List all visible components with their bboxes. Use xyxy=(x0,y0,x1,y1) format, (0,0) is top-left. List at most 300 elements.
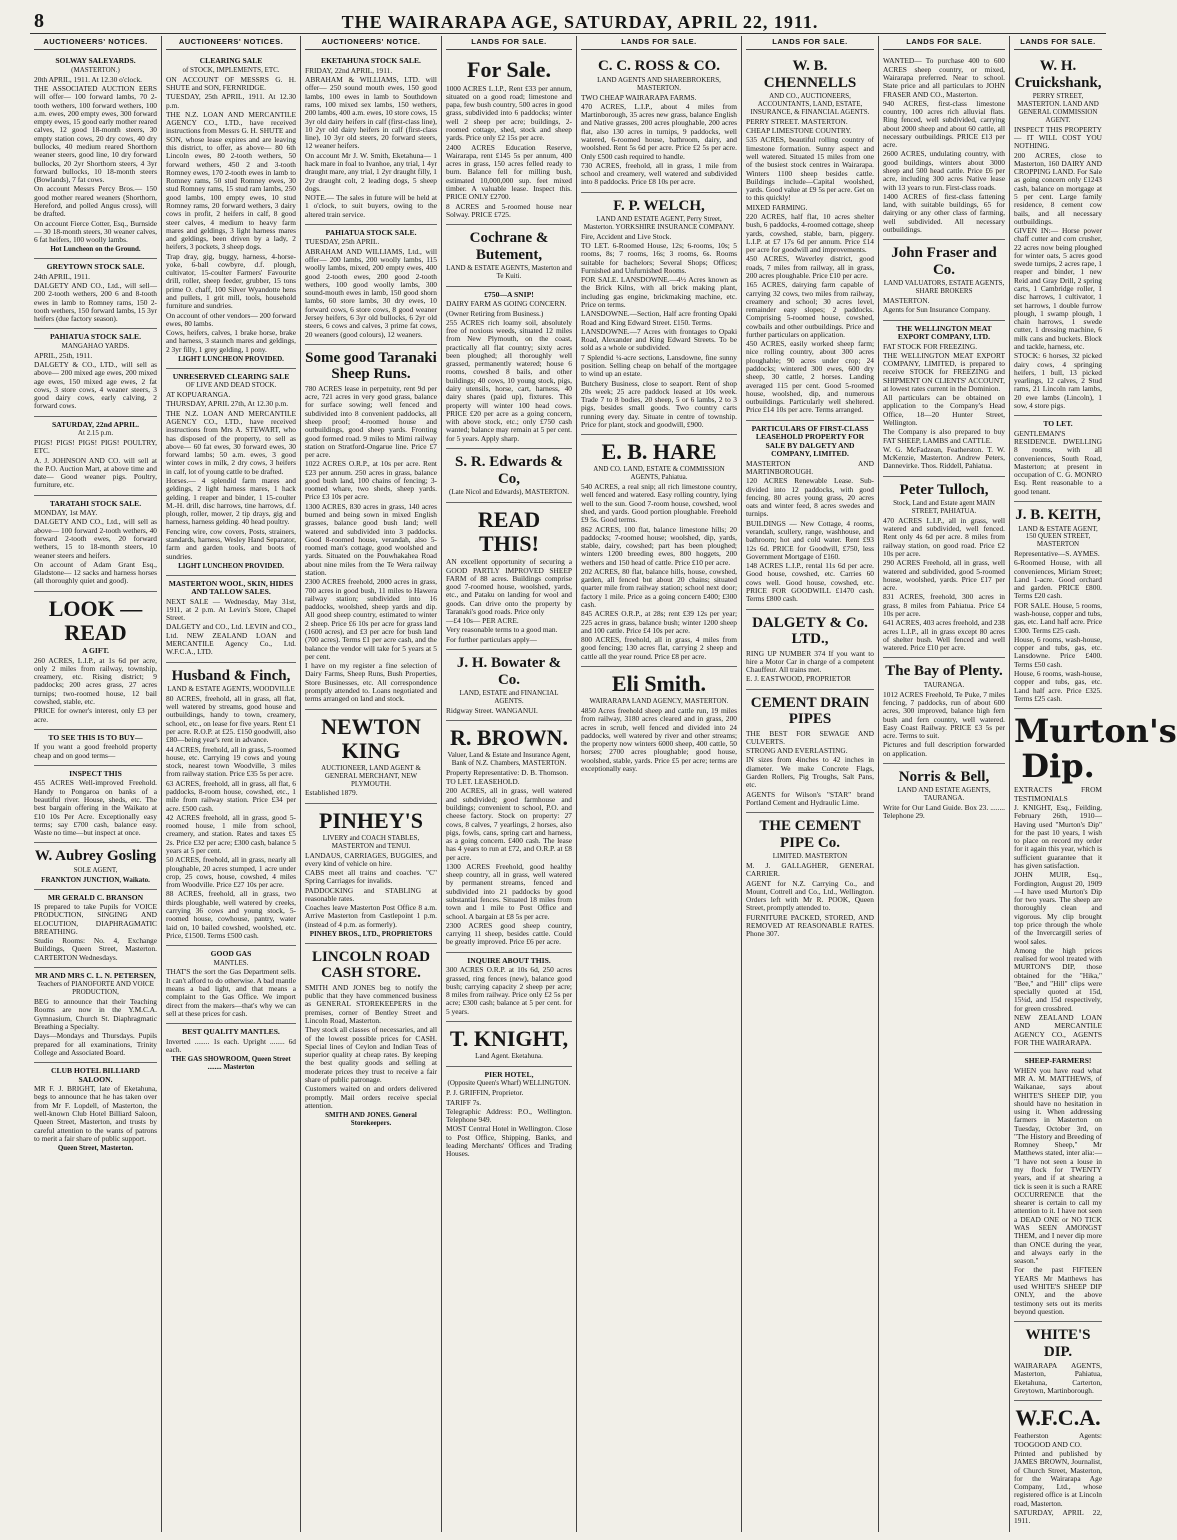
ad-paragraph: STOCK: 6 horses, 32 picked dairy cows, 4 springing heifers, 1 bull, 13 picked yearlings, 12 calves, 2 Stud rams, 21 Lincoln ram lambs, 20 ewe lambs (Lincoln), 1 sow, 4 store pigs. xyxy=(1014,351,1102,410)
ad-paragraph: Horses.— 4 splendid farm mares and geldings, 2 light harness mares, 1 hack gelding, 1 reaper and binder, 1 15-coulter M.-H. drill, disc harrows, tine harrows, d.f. plough, roller, mower, 2 tip drays, gig and harness, harness gelding. 40 head poultry. xyxy=(166,475,296,527)
advertisement xyxy=(1014,709,1177,1053)
ad-subheading: LIMITED. MASTERTON xyxy=(772,852,848,861)
ad-paragraph: Days—Mondays and Thursdays. Pupils prepared for all examinations, Trinity College and Associated Board. xyxy=(34,1031,157,1057)
ad-paragraph: 2400 ACRES Education Reserve, Wairarapa, rent £145 5s per annum, 400 acres in grass, 150 acres felled ready to burn. Balance fell for milling bush, estimated 10,000,000 sup. feet mixed timber. A valuable lease. Inspect this. PRICE ONLY £2700. xyxy=(446,142,572,202)
ad-paragraph: MASTERTON AND MARTINBOROUGH. xyxy=(746,458,874,476)
ad-paragraph: MIXED FARMING. xyxy=(746,202,808,212)
ad-paragraph: 290 ACRES Freehold, all in grass, well watered and subdivided, good 5-roomed house, woolshed, yards. Price £17 per acre. xyxy=(883,558,1005,593)
ad-heading: CLEARING SALE xyxy=(199,56,263,66)
ad-paragraph: 50 ACRES, freehold, all in grass, nearly all ploughable, 20 acres stumped, 1 acre under crop, 25 cows, house, cowshed, 4 miles from Woodville. Price £27 10s per acre. xyxy=(166,855,296,890)
ad-paragraph: 6-Roomed House, with all conveniences, Miriam Street; Land 1-acre. Good orchard and garden. PRICE £800. Terms £20 cash. xyxy=(1014,558,1102,601)
advertisement xyxy=(746,610,874,690)
ad-paragraph: CABS meet all trains and coaches. "C" Spring Carriages for invalids. xyxy=(305,868,437,886)
ad-paragraph: Fencing wire, cow covers, Posts, strainers, standards, harness, Wesley Hand Separator, farm and garden tools, and boots of sundries. xyxy=(166,526,296,561)
ad-subheading: (Late Nicol and Edwards), MASTERTON. xyxy=(449,488,569,497)
column-header: LANDS FOR SALE. xyxy=(581,36,737,50)
ad-paragraph: 8 ACRES and 5-roomed house near Solway. PRICE £725. xyxy=(446,201,572,219)
ad-paragraph: Coaches leave Masterton Post Office 8 a.m. Arrive Masterton from Castlepoint 1 p.m. (instead of 4 p.m. as formerly). xyxy=(305,903,437,929)
column-2 xyxy=(162,36,301,1532)
advertisement xyxy=(446,953,572,1022)
column-header: LANDS FOR SALE. xyxy=(446,36,572,50)
ad-paragraph: A. J. JOHNSON AND CO. will sell at the P.O. Auction Mart, at above time and date— Good weaner pigs. Poultry, furniture, etc. xyxy=(34,455,157,490)
ad-paragraph: M. J. GALLAGHER, GENERAL CARRIER. xyxy=(746,860,874,879)
ad-paragraph: 1000 ACRES L.I.P., Rent £33 per annum, situated on a good road; limestone and papa, few bush country, 500 acres in good grass, subdivided into 6 paddocks; winter well 2 sheep per acre; buildings, 2-roomed cottage, shed, stock and sheep yards. Price only £2 15s per acre. xyxy=(446,83,572,143)
ad-display-heading: For Sale. xyxy=(467,57,551,83)
ad-paragraph: 120 ACRES Renewable Lease. Sub-divided into 12 paddocks, with good fencing, 80 acres young grass, 20 acres oats and winter feed, 8 acres swedes and turnips. xyxy=(746,476,874,519)
ad-paragraph: 455 ACRES Well-improved Freehold. Handy to Pongaroa on banks of a beautiful river. House, sheds, etc. The best bargain offering in the Waikato at £10 10s Per Acre. Exceptionally easy terms; say £700 cash, balance easy. Waste no time—but inspect at once. xyxy=(34,778,157,838)
ad-signature: PINHEY BROS., LTD., PROPRIETORS xyxy=(309,930,433,939)
ad-paragraph: 7 Splendid ¼-acre sections, Lansdowne, fine sunny position. Selling cheap on behalf of the mortgagee to wind up an estate. xyxy=(581,352,737,379)
advertisement xyxy=(1014,1322,1102,1401)
ad-paragraph: 148 ACRES L.I.P., rental 11s 6d per acre. Good house, cowshed, etc. Carries 60 cows well. Good house, cowshed, etc. PRICE FOR GOODWILL £1470 cash. Terms £800 cash. xyxy=(746,561,874,604)
advertisement xyxy=(446,449,572,503)
ad-paragraph: 255 ACRES rich loamy soil, absolutely free of noxious weeds, situated 12 miles from New Plymouth, on the coast, practically all flat country; sixty acres been ploughed; all thoroughly well grassed, permanently watered; house 6 rooms, cowshed 8 bails, and other buildings; 40 cows, 10 young stock, pigs, dairy utensils, horse, cart, harness, 40 dairy shares (paid up), fixtures. This property will winter 100 head cows. PRICE £20 per acre as a going concern, with above stock, etc.; only £750 cash wanted; balance may remain at 5 per cent. for 5 years. Apply sharp. xyxy=(446,317,572,443)
ad-paragraph: Featherston Agents: TOOGOOD AND CO. xyxy=(1014,1431,1102,1449)
column-header: AUCTIONEERS' NOTICES. xyxy=(166,36,296,50)
ad-display-heading: Norris & Bell, xyxy=(898,768,990,785)
ad-display-heading: The Bay of Plenty. xyxy=(885,663,1003,680)
ad-heading: £750—A SNIP! xyxy=(484,289,534,299)
advertisement xyxy=(34,259,157,329)
ad-heading: GOOD GAS xyxy=(210,949,252,959)
ad-signature: FRANKTON JUNCTION, Waikato. xyxy=(41,875,150,884)
ad-heading: INQUIRE ABOUT THIS. xyxy=(467,955,551,965)
ad-paragraph: All particulars can be obtained on application to the Company's Head Office, 18—20 Hunter Street, Wellington. xyxy=(883,393,1005,428)
advertisement xyxy=(746,690,874,814)
ad-paragraph: 1400 ACRES of first-class fattening land, with suitable buildings, 65 for dairying or any other class of farming, well subdivided. All necessary outbuildings. xyxy=(883,191,1005,235)
advertisement xyxy=(166,369,296,576)
ad-heading: TO LET. xyxy=(1043,419,1073,429)
ad-subheading: LAND & ESTATE AGENTS, WOODVILLE xyxy=(167,685,295,694)
ad-subheading: (Opposite Queen's Wharf) WELLINGTON. xyxy=(447,1079,571,1088)
ad-display-heading: R. BROWN. xyxy=(450,724,568,750)
ad-paragraph: (Owner Retiring from Business.) xyxy=(446,308,544,318)
ad-paragraph: Inverted ........ 1s each. Upright ........ 6d each. xyxy=(166,1036,296,1054)
ad-subheading: LAND VALUATORS, ESTATE AGENTS, SHARE BROKERS xyxy=(883,279,1005,296)
ad-display-heading: DALGETY & Co. LTD., xyxy=(752,614,868,647)
advertisement xyxy=(581,435,737,667)
ad-paragraph: On account of Adam Grant Esq., Gladstone— 12 sacks and harness horses (all thoroughly quiet and good). xyxy=(34,559,157,586)
ad-paragraph: TARIFF 7s. xyxy=(446,1097,482,1107)
advertisement xyxy=(305,53,437,225)
ad-paragraph: NEXT SALE — Wednesday, May 31st, 1911, at 2 p.m. At Levin's Store, Chapel Street. xyxy=(166,596,296,623)
ad-paragraph: Trap dray, gig, buggy, harness, 4-horse-yoke, 6-ball cowbyre, d.f. plough, cultivator, 15-coulter Farmers' Favourite drill, roller, sheep feeder, grubber, 15 tons prime O. chaff, 100 Silver Wyandotte hens and pullets, 1 grit mill, tools, household furniture and sundries. xyxy=(166,251,296,311)
ad-paragraph: MONDAY, 1st MAY. xyxy=(34,508,98,518)
ad-paragraph: Studio Rooms: No. 4, Exchange Buildings, Queen Street, Masterton. CARTERTON Wednesdays. xyxy=(34,936,157,962)
advertisement xyxy=(883,240,1005,320)
ad-heading: UNRESERVED CLEARING SALE xyxy=(172,371,290,381)
ad-heading: SHEEP-FARMERS! xyxy=(1024,1056,1092,1066)
ad-paragraph: 540 ACRES, a real snip; all rich limestone country, well fenced and watered. Easy rolling country, lying well to the sun. Good 7-room house, cowshed, wool shed, and yards. Good portion ploughable. Freehold £9 5s. Good terms. xyxy=(581,482,737,525)
ad-paragraph: IN sizes from 4inches to 42 inches in diameter. We make Concrete Flags, Garden Rollers, Pig Troughs, Salt Pans, etc. xyxy=(746,755,874,790)
ad-heading: PARTICULARS OF FIRST-CLASS LEASEHOLD PROPERTY FOR SALE BY DALGETY AND COMPANY, LIMITED. xyxy=(751,423,869,459)
ad-heading: MR GERALD C. BRANSON xyxy=(47,892,144,902)
ad-paragraph: They stock all classes of necessaries, and all of the lowest possible prices for CASH. Special lines of Ceylon and Indian Teas of superior quality at cheap rates. By keeping the best quality goods and selling at moderate prices they trust to receive a fair share of public patronage. xyxy=(305,1025,437,1084)
column-header: AUCTIONEERS' NOTICE. xyxy=(305,36,437,50)
ad-paragraph: THE BEST FOR SEWAGE AND CULVERTS. xyxy=(746,728,874,746)
advertisement xyxy=(34,890,157,968)
ad-paragraph: 1022 ACRES O.R.P., at 10s per acre. Rent £23 per annum. 250 acres in grass, balance good bush land, 100 chains of fencing; 3-roomed whare, two sheds, sheep yards. Price £3 10s per acre. xyxy=(305,459,437,502)
column-header: LANDS FOR SALE. xyxy=(1014,36,1102,50)
ad-subheading: LAND & ESTATE AGENT, 150 QUEEN STREET, MASTERTON xyxy=(1018,524,1098,549)
ad-paragraph: THURSDAY, APRIL 27th, At 12.30 p.m. xyxy=(166,399,289,409)
ad-paragraph: Telegraphic Address: P.O., Wellington. Telephone 949. xyxy=(446,1106,572,1125)
ad-paragraph: 845 ACRES O.R.P., at 28s; rent £39 12s per year; 225 acres in grass, balance bush; winter 1200 sheep and 100 cattle. Price £4 10s per acre. xyxy=(581,609,737,635)
newspaper-title: THE WAIRARAPA AGE, SATURDAY, APRIL 22, 1911. xyxy=(341,12,819,32)
ad-paragraph: 202 ACRES, 80 flat, balance hills, house, cowshed, garden, all fenced but about 20 chains; situated quarter mile from railway station; school next door; factory 1 mile. Price as a going concern £400; £300 cash. xyxy=(581,566,737,610)
ad-subheading: TAURANGA. xyxy=(923,680,965,689)
ad-paragraph: Pictures and full description forwarded on application. xyxy=(883,740,1005,758)
ad-paragraph: J. KNIGHT, Esq., Feilding, February 26th, 1910—Having used "Murton's Dip" for the past 10 years, I wish to place on record my order for it again this year, which is sufficient guarantee that it has given satisfaction. xyxy=(1014,803,1102,870)
ad-paragraph: DALGETY & CO., LTD., will sell as above— 200 mixed age ewes, 200 mixed age ewes, 150 mixed age ewes, 2 fat cows, 3 store cows, 4 weaner steers, 3 good dairy cows, early calving, 2 forward cows. xyxy=(34,359,157,411)
ad-paragraph: TWO CHEAP WAIRARAPA FARMS. xyxy=(581,92,697,102)
ad-paragraph: DALGETY and CO., Ltd. LEVIN and CO., Ltd. NEW ZEALAND LOAN and MERCANTILE Agency Co., Ltd. W.F.C.A., LTD. xyxy=(166,622,296,657)
ad-paragraph: PIGS! PIGS! PIGS! PIGS! POULTRY, ETC. xyxy=(34,437,157,456)
ad-paragraph: Representative—S. AYMES. xyxy=(1014,549,1100,558)
masthead-rule xyxy=(30,33,1106,34)
ad-paragraph: DAIRY FARM AS GOING CONCERN. xyxy=(446,299,567,309)
ad-paragraph: ABRAHAM AND WILLIAMS, Ltd., will offer— 200 lambs, 200 woolly lambs, 115 woolly lambs, mixed, 200 empty ewes, 400 good 2-tooth ewes, 200 good 2-tooth wethers, 100 good woolly lambs, 300 sound-mouth ewes in lamb, 150 good shorn lambs, 60 store lambs, 30 dry ewes, 10 forward cows, 6 store cows, 8 good weaner Jersey heifers, 6 3yr old bullocks, 6 2yr old steers, 6 cows and calves, 3 prime fat cows, 20 weaners (good colours), 12 weaners. xyxy=(305,246,437,339)
ad-paragraph: THE ASSOCIATED AUCTION EERS will offer— 100 forward lambs, 70 2-tooth wethers, 100 forward wethers, 100 a.m. ewes, 200 empty ewes, 300 forward empty ewes, 15 good early mother reared calves, 12 good 18-month steers, 30 empty station cows, 20 dry cows, 40 dry bullocks, 40 medium reared Shorthorn weaner steers, good line, 10 dry forward bullocks, 20 2yr Shorthorn steers, 4 3yr forward bullocks, 10 18-month steers (Bowlands), 7 fat cows. xyxy=(34,84,157,185)
ad-paragraph: TO LET. 6-Roomed House, 12s; 6-rooms, 10s; 5 rooms, 8s; 7 rooms, 16s; 3 rooms, 6s. Rooms suitable for bachelors; Several Shops; Offices; Furnished and Unfurnished Rooms. xyxy=(581,241,737,275)
ad-paragraph: Among the high prices realised for wool treated with MURTON'S DIP, those obtained for the "Hika," "Bee," and "Hill" clips were specially quoted at 15d, 15¼d, and 15d respectively, for green crossbred. xyxy=(1014,945,1102,1013)
ad-paragraph: LANDAUS, CARRIAGES, BUGGIES, and every kind of vehicle on hire. xyxy=(305,850,437,868)
ad-display-heading: John Fraser and Co. xyxy=(891,245,997,278)
ad-subheading: of STOCK, IMPLEMENTS, ETC. xyxy=(182,65,280,74)
ad-paragraph: 24th APRIL, 1911. xyxy=(34,271,90,281)
ad-paragraph: Butchery Business, close to seaport. Rent of shop 20s week; 25 acre paddock leased at 10s week. Trade 7 to 8 bodies, 20 sheep, 5 or 6 lambs, 2 to 3 pigs, besides small goods. Two country carts running every day. Situate in centre of township. Price for plant, stock and goodwill, £900. xyxy=(581,378,737,429)
ad-subheading: AUCTIONEER, LAND AGENT & GENERAL MERCHANT, NEW PLYMOUTH. xyxy=(321,763,421,788)
ad-heading: MR AND MRS C. L. N. PETERSEN, xyxy=(35,970,156,980)
ad-signature: Queen Street, Masterton. xyxy=(57,1144,134,1153)
ad-paragraph: FOR SALE. House, 5 rooms, wash-house, copper and tubs, gas, etc. Land half acre. Price £300. Terms £25 cash. xyxy=(1014,600,1102,635)
ad-paragraph: WANTED— To purchase 400 to 600 ACRES sheep country, or mixed, Wairarapa preferred. Near to school. State price and all particulars to JOHN FRASER AND CO., Masterton. xyxy=(883,56,1005,99)
ad-paragraph: FRIDAY, 22nd APRIL, 1911. xyxy=(305,65,393,75)
ad-paragraph: PERRY STREET. MASTERTON. xyxy=(746,116,848,126)
advertisement xyxy=(446,650,572,721)
ad-paragraph: 42 ACRES freehold, all in grass, good 5-roomed house, 1 mile from school, creamery, and station. Rates and taxes £5 2s. Price £32 per acre; £300 cash, balance 5 years at 5 per cent. xyxy=(166,812,296,855)
advertisement xyxy=(166,663,296,946)
ad-display-heading: W. B. CHENNELLS xyxy=(763,58,857,91)
ad-paragraph: 2300 ACRES good sheep country, carrying 11 sheep, besides cattle. Could be greatly improved. Price £6 per acre. xyxy=(446,920,572,947)
ad-paragraph: —£4 10s— PER ACRE. xyxy=(446,616,519,626)
ad-paragraph: ON ACCOUNT OF MESSRS G. H. SHUTE and SON, FERNRIDGE. xyxy=(166,74,296,92)
advertisement xyxy=(34,1063,157,1157)
ad-display-heading: READ THIS! xyxy=(477,506,541,557)
ad-paragraph: MASTERTON. xyxy=(883,295,930,305)
advertisement xyxy=(581,667,737,778)
ad-display-heading: J. B. KEITH, xyxy=(1015,507,1101,524)
ad-paragraph: BUILDINGS — New Cottage, 4 rooms, verandah, scullery, range, washhouse, and bathroom; hot and cold water. Rent £93 12s 6d. PRICE for Goodwill, £750, less Government Mortgage of £160. xyxy=(746,518,874,561)
ad-display-heading: Some good Taranaki Sheep Runs. xyxy=(305,349,437,383)
ad-paragraph: 450 ACRES, Waverley district, good roads, 7 miles from railway, all in grass, 200 acres ploughable. Price £10 per acre. xyxy=(746,254,874,280)
ad-display-heading: NEWTON KING xyxy=(321,713,421,763)
ad-signature: Hot Luncheon on the Ground. xyxy=(50,245,141,254)
ad-paragraph: 2600 ACRES, undulating country, with good buildings, winters about 3000 sheep and 500 head cattle. Price £6 per acre, including 300 acres Native lease with 13 years to run. First-class roads. xyxy=(883,149,1005,192)
ad-heading: MASTERTON WOOL, SKIN, HIDES AND TALLOW SALES. xyxy=(168,578,294,597)
ad-paragraph: 165 ACRES, dairying farm capable of carrying 32 cows, two miles from railway, creamery and school; 30 acres level, remainder easy slopes; 2 paddocks. Comprising 5-roomed house, cowshed, cowbails and other outbuildings. Price and further particulars on application. xyxy=(746,280,874,339)
ad-subheading: MANTLES. xyxy=(213,958,249,967)
ad-paragraph: FURNITURE PACKED, STORED, AND REMOVED AT REASONABLE RATES. Phone 307. xyxy=(746,912,874,939)
advertisement xyxy=(305,710,437,804)
advertisement xyxy=(1014,502,1102,709)
ad-heading: SATURDAY, 22nd APRIL. xyxy=(51,419,140,429)
ad-paragraph: 940 ACRES, first-class limestone country, 100 acres rich alluvial flats. Ring fenced, well subdivided, carrying about 2000 sheep and about 60 cattle, all necessary outbuildings. PRICE £13 per acre. xyxy=(883,98,1005,150)
ad-paragraph: STRONG AND EVERLASTING. xyxy=(746,746,848,756)
ad-subheading: LAND, ESTATE and FINANCIAL AGENTS. xyxy=(459,689,559,705)
advertisement xyxy=(34,730,157,766)
advertisement xyxy=(883,321,1005,477)
advertisement xyxy=(305,804,437,944)
ad-paragraph: MR F. J. BRIGHT, late of Eketahuna, begs to announce that he has taken over from Mr F. Lopdell, of Masterton, the well-known Club Hotel Billiard Saloon, Queen Street, Masterton, and trusts by careful attention to the wants of patrons to merit a fair share of public support. xyxy=(34,1084,157,1143)
ad-paragraph: 220 ACRES, half flat, 10 acres shelter bush, 6 paddocks, 4-roomed cottage, sheep yards, cowshed, stable, barn, piggery. L.I.P. at £7 17s 6d per annum. Price £14 per acre for goodwill and improvements. xyxy=(746,211,874,255)
ad-subheading: MANGAHAO YARDS. xyxy=(61,341,130,350)
ad-paragraph: LANSDOWNE.—Section, Half acre fronting Opaki Road and King Edward Street. £150. Terms. xyxy=(581,309,737,327)
advertisement xyxy=(34,496,157,592)
ad-paragraph: 862 ACRES, 100 flat, balance limestone hills; 20 paddocks; 7-roomed house; woolshed, dip, yards, stable, dairy, cowshed; part has been ploughed; winters 1200 breeding ewes, 800 hoggets, 200 wethers and 150 head of cattle. Price £10 per acre. xyxy=(581,524,737,567)
ad-paragraph: APRIL, 25th, 1911. xyxy=(34,350,93,360)
ad-paragraph: Established 1879. xyxy=(305,788,358,798)
advertisement xyxy=(1014,1401,1102,1530)
ad-subheading: WAIRARAPA LAND AGENCY, MASTERTON. xyxy=(589,697,729,706)
ad-paragraph: 44 ACRES, freehold, all in grass, 5-roomed house, etc. Carrying 19 cows and young stock, nearest town Woodville, 3 miles from railway station. Price £35 5s per acre. xyxy=(166,744,296,779)
ad-paragraph: P. J. GRIFFIN, Proprietor. xyxy=(446,1088,524,1098)
ad-display-heading: W.F.C.A. xyxy=(1015,1405,1101,1431)
ad-signature: SMITH AND JONES. General Storekeepers. xyxy=(325,1111,417,1127)
ad-paragraph: Very reasonable terms to a good man. xyxy=(446,625,558,635)
ad-paragraph: Fire, Accident and Live Stock. xyxy=(581,231,672,241)
ad-heading: PIER HOTEL, xyxy=(484,1069,534,1079)
ad-paragraph: AGENTS for Wilson's "STAR" brand Portland Cement and Hydraulic Lime. xyxy=(746,789,874,807)
ad-paragraph: THE N.Z. LOAN AND MERCANTILE AGENCY CO., LTD., have received instructions from Mrs A. STEWART, who has disposed of the property, to sell as above— 60 fat ewes, 30 forward ewes, 30 forward lambs; 50 a.m. ewes, 3 good winter cows in milk, 2 dry cows, 3 heifers in calf, lot of young cattle to be drafted. xyxy=(166,408,296,476)
ad-paragraph: I have on my register a fine selection of Dairy Farms, Sheep Runs, Bush Properties, Store Businesses, etc. All correspondence promptly attended to. Loans negotiated and terms arranged on land and stock. xyxy=(305,661,437,704)
ad-paragraph: PRICE for owner's interest, only £3 per acre. xyxy=(34,706,157,724)
advertisement xyxy=(446,1022,572,1067)
ad-paragraph: DALGETY AND CO., Ltd., will sell— 200 2-tooth wethers, 200 6 and 8-tooth ewes in lamb to Romney rams, 150 2-tooth wethers, 150 forward lambs, 15 3yr heifers (due factory season). xyxy=(34,280,157,324)
ad-paragraph: INSPECT THIS PROPERTY— IT WILL COST YOU NOTHING. xyxy=(1014,124,1102,151)
newspaper-page xyxy=(30,36,1177,1532)
ad-display-heading: S. R. Edwards & Co, xyxy=(455,454,563,487)
advertisement xyxy=(34,766,157,843)
ad-paragraph: 780 ACRES lease in perpetuity, rent 9d per acre, 721 acres in very good grass, balance for surface sowing; well fenced and subdivided into 8 convenient paddocks, all sheep proof; 4-roomed house and outbuildings, good sheep yards. Fronting good formed road. 9 miles to Mimi railway station on Stratford-Ongarue line. Price £7 per acre. xyxy=(305,383,437,460)
ad-paragraph: TUESDAY, 25th APRIL. xyxy=(305,237,380,247)
advertisement xyxy=(883,53,1005,240)
advertisement xyxy=(34,417,157,496)
ad-signature: THE GAS SHOWROOM, Queen Street ........ Masterton xyxy=(171,1055,291,1071)
advertisement xyxy=(166,576,296,663)
ad-paragraph: 4850 Acres freehold sheep and cattle run, 19 miles from railway, 3180 acres cleared and in grass, 200 acres in scrub, well fenced and divided into 24 paddocks, well watered by river and other streams; the property now winters 6000 sheep, 400 cattle, 50 horses; 2700 acres ploughable; good house, woolshed, stable, yards. Price £5 per acre; terms are exceptionally easy. xyxy=(581,706,737,773)
advertisement xyxy=(746,813,874,943)
ad-paragraph: SATURDAY, APRIL 22, 1911. xyxy=(1014,1507,1102,1526)
advertisement xyxy=(34,843,157,889)
ad-paragraph: WAIRARAPA AGENTS, Masterton, Pahiatua, Eketahuna, Carterton, Greytown, Martinborough. xyxy=(1014,1361,1102,1395)
ad-paragraph: NOTE.— The sales in future will be held at 1 o'clock, to suit buyers, owing to the altered train service. xyxy=(305,193,437,219)
ad-display-heading: Murton's Dip. xyxy=(1014,712,1177,786)
advertisement xyxy=(883,477,1005,659)
ad-paragraph: The Company is also prepared to buy FAT SHEEP, LAMBS and CATTLE. xyxy=(883,427,1005,445)
ad-display-heading: E. B. HARE xyxy=(601,439,717,465)
column-5 xyxy=(577,36,742,1532)
ad-heading: THE WELLINGTON MEAT EXPORT COMPANY, LTD. xyxy=(896,323,992,342)
advertisement xyxy=(1014,416,1102,502)
ad-paragraph: THE N.Z. LOAN AND MERCANTILE AGENCY CO., LTD., have received instructions from Messrs G. H. SHUTE and SON, whose lease expires and are leaving this district, to offer, as above— 80 6th Lincoln ewes, 80 2-tooth wethers, 50 forward wethers, 450 2 and 3-tooth Romney ewes, 170 2-tooth ewes in lamb to Romney rams, 50 stud Romney ewes, 30 stud Romney rams, 15 stud ram lambs, 250 good lambs, 100 empty ewes, 10 stud Romney rams, 20 forward wethers, 3 dairy cows in profit, 2 heifers in calf, 8 good steer calves, 4 medium to heavy farm mares and geldings, 3 light harness mares and geldings, been driven by a lady, 2 heifers, 3 pockets, 3 sheep dogs. xyxy=(166,109,296,252)
ad-display-heading: T. KNIGHT, xyxy=(449,1025,569,1051)
ad-paragraph: AGENT for N.Z. Carrying Co., and Mount, Cottrell and Co., Ltd., Wellington. Orders left with Mr R. POOK, Queen Street, promptly attended to. xyxy=(746,878,874,913)
ad-paragraph: E. J. EASTWOOD, PROPRIETOR xyxy=(746,674,851,684)
ad-display-heading: WHITE'S DIP. xyxy=(1025,1327,1091,1360)
ad-heading: CLUB HOTEL BILLIARD SALOON. xyxy=(50,1066,141,1084)
ad-paragraph: RING UP NUMBER 374 If you want to hire a Motor Car in charge of a competent Chauffeur. All trains met. xyxy=(746,648,874,675)
ad-paragraph: 88 ACRES, freehold, all in grass, two thirds ploughable, well watered by creeks, carrying 36 cows and young stock, 5-roomed house, cowhouse, pantry, water laid on, 10 bailed cowshed, woolshed, etc. Price, £1500. Terms £500 cash. xyxy=(166,889,296,940)
advertisement xyxy=(746,53,874,420)
ad-paragraph: On account Mr J. W. Smith, Eketahuna— 1 hack mare in foal to Ivanhoe, any trial, 1 4yr draught mare, any trial, 1 2yr draught filly, 1 2yr draught colt, 2 leading dogs, 5 sheep dogs. xyxy=(305,150,437,193)
ad-paragraph: 2300 ACRES freehold, 2000 acres in grass, 700 acres in good bush, 11 miles to Hawera railway station; subdivided into 16 paddocks, woolshed, sheep yards and dip. All good sheep country, estimated to winter 2 sheep. Price £6 10s per acre for grass land (1600 acres), and £3 per acre for bush land (700 acres). Terms £1 per acre cash, and the balance the vendor will take for 5 years at 5 per cent. xyxy=(305,577,437,661)
ad-paragraph: GENTLEMAN'S RESIDENCE. DWELLING 8 rooms, with all conveniences, South Road, Masterton; at present in occupation of C. G. MONRO Esq. Rent reasonable to a good tenant. xyxy=(1014,428,1102,496)
ad-paragraph: 300 ACRES O.R.P. at 10s 6d, 250 acres grassed, ring fences (new), balance good bush; carrying capacity 2 sheep per acre; 8 miles from railway. Price only £2 5s per acre; £300 cash; balance at 5 per cent. for 5 years. xyxy=(446,965,572,1016)
ad-heading: PAHIATUA STOCK SALE. xyxy=(325,227,417,237)
ad-paragraph: GIVEN IN:— Horse power chaff cutter and corn crusher, 22 acres now being ploughed for winter oats, 5 acres good swede turnips, 2 acres rape, 1 reaper and binder, 1 new Reid and Gray Drill, 2 spring carts, 1 Cambridge roller, 1 disc harrows, 1 cultivator, 1 set harrows, 1 double furrow plough, 1 swamp plough, 1 chain harrows, 1 swede cutter, 1 dressing machine, 6 milk cans and buckets. Block and tackle, harness, etc. xyxy=(1014,226,1102,352)
ad-paragraph: W. G. McFadzean, Featherston. T. W. McKenzie, Masterton. Andrew Peters, Dannevirke. Thos. Riddell, Pahiatua. xyxy=(883,444,1005,471)
column-3 xyxy=(301,36,442,1532)
ad-paragraph: FAT STOCK FOR FREEZING. xyxy=(883,341,978,351)
advertisement xyxy=(166,1024,296,1076)
ad-paragraph: Cows, heifers, calves, 1 brake horse, brake and harness, 3 staunch mares and geldings, 2 3yr filly, 1 grey gelding, 1 pony. xyxy=(166,328,296,354)
ad-paragraph: Ridgway Street. WANGANUI. xyxy=(446,705,538,715)
ad-subheading: LAND AGENTS AND SHAREBROKERS, MASTERTON. xyxy=(597,75,721,92)
ad-display-heading: PINHEY'S xyxy=(319,807,423,833)
ad-heading: EKETAHUNA STOCK SALE. xyxy=(321,56,421,66)
advertisement xyxy=(446,1067,572,1164)
column-header: LANDS FOR SALE. xyxy=(883,36,1005,50)
ad-paragraph: 20th APRIL, 1911. At 12.30 o'clock. xyxy=(34,74,143,84)
ad-paragraph: DALGETY AND CO., Ltd., will sell as above— 100 forward 2-tooth wethers, 40 forward 2-tooth ewes, 20 forward wethers, 15 to 18-month steers, 10 weaner steers and heifers. xyxy=(34,517,157,560)
ad-paragraph: 831 ACRES, freehold, 300 acres in grass, 8 miles from Pahiatua. Price £4 10s per acre. xyxy=(883,592,1005,618)
masthead xyxy=(0,0,1114,34)
ad-paragraph: THAT'S the sort the Gas Department sells. It can't afford to do otherwise. A bad mantle means a bad light, and that means a complaint to the Gas Office. We import direct from the makers—that's why we can sell at these prices for cash. xyxy=(166,967,296,1018)
advertisement xyxy=(446,287,572,449)
ad-heading: TO SEE THIS IS TO BUY— xyxy=(48,732,143,742)
ad-display-heading: Husband & Finch, xyxy=(171,667,291,684)
ad-paragraph: TO LET. LEASEHOLD. xyxy=(446,777,520,787)
advertisement xyxy=(1014,1053,1102,1322)
advertisement xyxy=(34,968,157,1063)
ad-paragraph: EXTRACTS FROM TESTIMONIALS xyxy=(1014,785,1102,803)
ad-paragraph: THE WELLINGTON MEAT EXPORT COMPANY, LIMITED, is prepared to receive STOCK for FREEZING and SHIPMENT ON CLIENTS' ACCOUNT, at lowest rates current in the Dominion. xyxy=(883,350,1005,393)
ad-display-heading: LINCOLN ROAD CASH STORE. xyxy=(312,948,430,982)
ad-paragraph: CHEAP LIMESTONE COUNTRY. xyxy=(746,126,852,136)
advertisement xyxy=(34,592,157,730)
column-7 xyxy=(879,36,1010,1532)
ad-display-heading: LOOK — READ xyxy=(48,595,143,645)
ad-subheading: LAND AND ESTATE AGENT, Perry Street, Masterton. YORKSHIRE INSURANCE COMPANY. xyxy=(583,215,735,231)
ad-display-heading: Peter Tulloch, xyxy=(899,481,989,498)
ad-paragraph: Printed and published by JAMES BROWN, Journalist, of Church Street, Masterton, for the Wairarapa Age Company, Ltd., whose registered office is at Lincoln road, Masterton. xyxy=(1014,1448,1102,1508)
ad-subheading: Valuer, Land & Estate and Insurance Agent, Bank of N.Z. Chambers, MASTERTON. xyxy=(447,751,571,767)
ad-paragraph: SMITH AND JONES beg to notify the public that they have commenced business as GENERAL STOREKEEPERS in the premises, corner of Bentley Street and Lincoln Road, Masterton. xyxy=(305,982,437,1025)
ad-subheading: Stock, Land and Estate agent MAIN STREET, PAHIATUA. xyxy=(893,499,995,516)
ad-paragraph: For the past FIFTEEN YEARS Mr Matthews has used WHITE'S SHEEP DIP ONLY, and the above testimony sets out its merits beyond question. xyxy=(1014,1265,1102,1316)
ad-subheading: LIVERY and COACH STABLES, MASTERTON and TENUI. xyxy=(322,833,420,850)
ad-heading: SOLWAY SALEYARDS. xyxy=(55,56,136,66)
ad-subheading: PERRY STREET, MASTERTON. LAND AND GENERAL COMMISSION AGENT. xyxy=(1017,92,1099,124)
ad-heading: TARATAHI STOCK SALE. xyxy=(49,498,142,508)
column-8 xyxy=(1010,36,1177,1532)
advertisement xyxy=(746,421,874,610)
advertisement xyxy=(166,53,296,368)
ad-paragraph: 200 ACRES, close to Masterton, 160 DAIRY AND CROPPING LAND. For Sale as going concern only £1243 cash, balance on mortgage at 5 per cent. Large family residence, 8 cement cow bails, and all necessary outbuildings. xyxy=(1014,150,1102,226)
ad-subheading: At 2.15 p.m. xyxy=(77,429,114,438)
column-header: LANDS FOR SALE. xyxy=(746,36,874,50)
advertisement xyxy=(166,946,296,1024)
ad-paragraph: 470 ACRES L.I.P., all in grass, well watered and subdivided, well fenced. Rent only 4s 6d per acre. 8 miles from railway station, on good road. Price £2 10s per acre. xyxy=(883,515,1005,559)
ad-paragraph: JOHN MUIR, Esq., Fordington, August 20, 1909—I have used Murton's Dip for two years. The sheep are thoroughly clean and vigorous. My clip brought top price through the whole of the Invercargill series of wool sales. xyxy=(1014,870,1102,946)
advertisement xyxy=(34,53,157,259)
ad-paragraph: House, 6 rooms, wash-house, copper and tubs, gas, etc. Lansdowne. Price £400. Terms £50 cash. xyxy=(1014,634,1102,669)
ad-subheading: LAND & ESTATE AGENTS, Masterton and Te Kuiti. xyxy=(446,264,572,280)
ad-heading: INSPECT THIS xyxy=(69,768,122,778)
ad-paragraph: Agents for Sun Insurance Company. xyxy=(883,305,991,315)
ad-paragraph: 63 ACRES, freehold, all in grass, all flat, 6 paddocks, 8-room house, cowshed, etc., 1 mile from railway station. Price £34 per acre. £500 cash. xyxy=(166,778,296,813)
advertisement xyxy=(446,721,572,953)
advertisement xyxy=(446,503,572,650)
ad-paragraph: ABRAHAM & WILLIAMS, LTD. will offer— 250 sound mouth ewes, 150 good lambs, 100 ewes in lamb to Southdown rams, 100 mixed sex lambs, 150 wethers, 200 lambs, 400 a.m. ewes, 10 store cows, 15 3yr old dairy heifers in calf (first-class line), 10 2yr old dairy heifers in calf (first-class line), 10 3yr old steers, 20 forward steers, 12 weaner heifers. xyxy=(305,75,437,151)
ad-display-heading: W. Aubrey Gosling xyxy=(34,848,157,865)
ad-paragraph: 1012 ACRES Freehold, Te Puke, 7 miles fencing, 7 paddocks, run of about 600 acres, 300 improved, balance high fern bush and fern country, well watered. Easy Coast Railway. PRICE £3 5s per acre. Terms to suit. xyxy=(883,689,1005,741)
ad-heading: GREYTOWN STOCK SALE. xyxy=(46,262,145,272)
ad-subheading: Teachers of PIANOFORTE AND VOICE PRODUCTION, xyxy=(37,980,154,997)
ad-paragraph: On account Messrs Percy Bros.— 150 good mother reared weaners (Shorthorn, Hereford, and polled Angus cross), will be drafted. xyxy=(34,184,157,219)
column-6 xyxy=(742,36,879,1532)
ad-subheading: SOLE AGENT, xyxy=(73,865,118,874)
ad-paragraph: Write for Our Land Guide. Box 23. ........ Telephone 29. xyxy=(883,803,1005,821)
ad-paragraph: 535 ACRES, beautiful rolling country of limestone formation. Sunny aspect and well watered. Situated 15 miles from one of the busiest stock centres in Wairarapa. Winters 1100 sheep besides cattle. Buildings include—Capital woolshed, yards. Good value at £9 5s per acre. Get on to this quickly! xyxy=(746,135,874,203)
ad-paragraph: BEG to announce that their Teaching Rooms are now in the Y.M.C.A. Gymnasium, Church St. Diaphragmatic Breathing a Specialty. xyxy=(34,997,157,1031)
ad-paragraph: House, 6 rooms, wash-house, copper and tubs, gas, etc. Land half acre. Price £325. Terms £25 cash. xyxy=(1014,668,1102,703)
ad-paragraph: For further particulars apply— xyxy=(446,634,537,644)
advertisement xyxy=(883,658,1005,764)
ad-paragraph: Property Representative: D. B. Thomson. xyxy=(446,767,569,777)
ad-paragraph: AN excellent opportunity of securing a GOOD PARTLY IMPROVED SHEEP FARM of 88 acres. Buildings comprise good 7-roomed house, woolshed, yards, etc., and Pataku on landing for wool and goods. Can drive onto the property by Taranaki's good roads. Price only xyxy=(446,557,572,616)
ad-paragraph: AT KOPUARANGA. xyxy=(166,390,231,400)
ad-paragraph: WHEN you have read what MR A. M. MATTHEWS, of Waikanae, says about WHITE'S SHEEP DIP, you should have no hesitation in using it. When addressing farmers in Masterton on Tuesday, October 3rd, on "The History and Breeding of Romney Sheep," Mr Matthews stated, inter alia:— "I have not seen a louse in my flock for TWENTY years, and if at shearing a tick is seen it is such a RARE OCCURRENCE that the shearer is certain to call my attention to it. I have not seen a DEAD ONE or NO TICK WAS SEEN AMONGST THEM, and I never dip more than ONCE during the year, and always early in the season." xyxy=(1014,1065,1102,1266)
advertisement xyxy=(446,225,572,287)
ad-signature: LIGHT LUNCHEON PROVIDED. xyxy=(178,561,284,570)
ad-paragraph: If you want a good freehold property cheap and on good terms— xyxy=(34,742,157,760)
ad-paragraph: PADDOCKING and STABLING at reasonable rates. xyxy=(305,885,437,903)
ad-paragraph: 80 ACRES, freehold, all in grass, all flat, well watered by streams, good house and outbuildings, handy to town, creamery, school, etc., on lease for five years. Rent £1 per acre. R.O.P. at £25. £150 goodwill, also £80—being year's rent in advance. xyxy=(166,693,296,745)
advertisement xyxy=(305,225,437,345)
ad-display-heading: Eli Smith. xyxy=(611,671,707,697)
ad-subheading: OF LIVE AND DEAD STOCK. xyxy=(185,381,277,390)
column-header: AUCTIONEERS' NOTICES. xyxy=(34,36,157,50)
advertisement xyxy=(581,193,737,436)
ad-paragraph: 470 ACRES, L.I.P., about 4 miles from Martinborough, 35 acres new grass, balance English and Native grasses, 200 acres ploughable, 200 acres flat, also 130 acres in turnips, 9 paddocks, well watered, 6-roomed house, bathroom, dairy, and woolshed. Rent 5s 6d per acre. Price £2 5s per acre. Only £500 cash required to handle. xyxy=(581,101,737,161)
ad-paragraph: 800 ACRES, freehold, all in grass, 4 miles from good fencing; 130 acres flat, carrying 2 sheep and cattle all the year round. Price £8 per acre. xyxy=(581,635,737,661)
ad-heading: BEST QUALITY MANTLES. xyxy=(182,1027,280,1037)
ad-paragraph: 730 ACRES, freehold, all in grass, 1 mile from school and creamery, well watered and subdivided into 8 paddocks. Price £8 10s per acre. xyxy=(581,160,737,187)
advertisement xyxy=(883,764,1005,826)
ad-subheading: Land Agent. Eketahuna. xyxy=(475,1052,543,1061)
ad-paragraph: LANSDOWNE.—7 Acres with frontages to Opaki Road, Alexander and King Edward Streets. To be sold as a whole or subdivided. xyxy=(581,326,737,353)
advertisement xyxy=(34,329,157,416)
ad-subheading: LAND AND ESTATE AGENTS, TAURANGA. xyxy=(897,786,991,803)
advertisement xyxy=(581,53,737,192)
ad-paragraph: 450 ACRES, easily worked sheep farm; nice rolling country, about 300 acres ploughable; 90 acres under crop; 24 paddocks; wintered 300 ewes, 600 dry sheep, 30 cattle, 2 horses. Landing averaged 115 per cent. Good 5-roomed house, woolshed, dip, and numerous outbuildings. Particularly well sheltered. Price £14 10s per acre. Terms arranged. xyxy=(746,339,874,415)
ad-display-heading: THE CEMENT PIPE Co. xyxy=(759,818,861,851)
ad-subheading: AND CO. LAND, ESTATE & COMMISSION AGENTS, Pahiatua. xyxy=(593,465,725,482)
ad-signature: LIGHT LUNCHEON PROVIDED. xyxy=(178,355,284,363)
ad-paragraph: FOR SALE. LANSDOWNE.—4½ Acres known as the Brick Kilns, with all brick making plant, including gas engine, brickmaking machine, etc. Price on terms. xyxy=(581,275,737,310)
